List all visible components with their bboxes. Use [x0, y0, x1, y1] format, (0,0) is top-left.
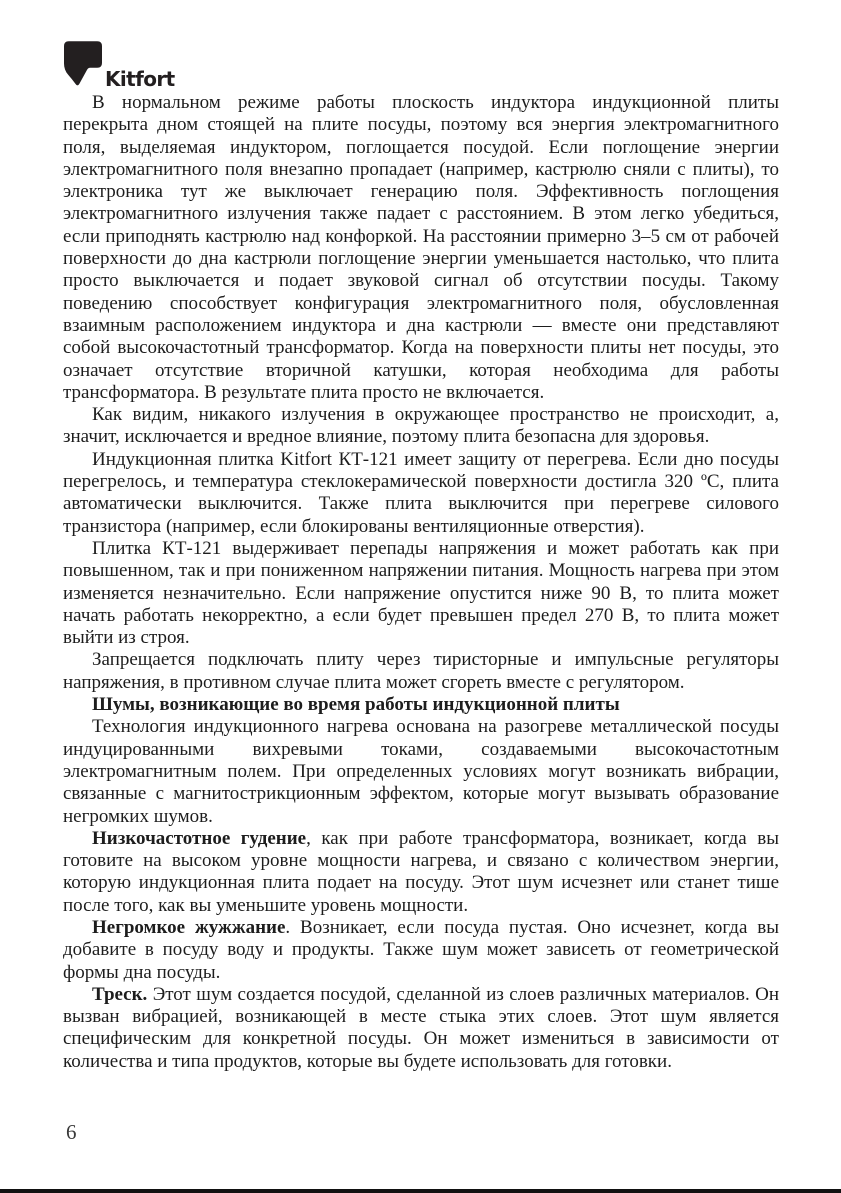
paragraph-regulator-warning: Запрещается подключать плиту через тиристорные и импульсные регуляторы напряжения, в противном случае плита может сгореть вместе с регулятором.	[63, 649, 779, 693]
paragraph-low-frequency-hum	[63, 828, 779, 917]
paragraph-normal-mode: В нормальном режиме работы плоскость индуктора индукционной плиты перекрыта дном стоящей на плите посуды, поэтому вся энергия электромагнитного поля, выделяемая индуктором, поглощается посудой. Если поглощение энергии электромагнитного поля внезапно пропадает (например, кастрюлю сняли с плиты), то электроника тут же выключает генерацию поля. Эффективность поглощения электромагнитного излучения также падает с расстоянием. В этом легко убедиться, если приподнять кастрюлю над конфоркой. На расстоянии примерно 3–5 см от рабочей поверхности до дна кастрюли поглощение энергии уменьшается настолько, что плита просто выключается и подает звуковой сигнал об отсутствии посуды. Такому поведению способствует конфигурация электромагнитного поля, обусловленная взаимным расположением индуктора и дна кастрюли — вместе они представляют собой высокочастотный трансформатор. Когда на поверхности плиты нет посуды, это означает отсутствие вторичной катушки, которая необходима для работы трансформатора. В результате плита просто не включается.	[63, 92, 779, 403]
brand-name: Kitfort	[105, 67, 175, 91]
paragraph-quiet-buzz	[63, 917, 779, 984]
kitfort-logo-icon	[64, 40, 102, 88]
brand-logo	[64, 40, 175, 91]
manual-body-text	[63, 92, 779, 1073]
noise-description: , как при работе трансформатора, возникает, когда вы готовите на высоком уровне мощности нагрева, и связано с количеством энергии, которую индукционная плита подает на посуду. Этот шум исчезнет или станет тише после того, как вы уменьшите уровень мощности.	[63, 827, 779, 916]
paragraph-no-radiation: Как видим, никакого излучения в окружающее пространство не происходит, а, значит, исключается и вредное влияние, поэтому плита безопасна для здоровья.	[63, 404, 779, 448]
paragraph-overheat-protection: Индукционная плитка Kitfort КТ-121 имеет защиту от перегрева. Если дно посуды перегрелось, и температура стеклокерамической поверхности достигла 320 ºС, плита автоматически выключится. Также плита выключится при перегреве силового транзистора (например, если блокированы вентиляционные отверстия).	[63, 448, 779, 537]
noise-term-crackle: Треск.	[92, 983, 148, 1005]
noise-term-low-frequency-hum: Низкочастотное гудение	[92, 827, 307, 849]
noise-term-quiet-buzz: Негромкое жужжание	[92, 916, 286, 938]
section-heading-noises: Шумы, возникающие во время работы индукционной плиты	[92, 694, 620, 716]
noise-description: . Возникает, если посуда пустая. Оно исчезнет, когда вы добавите в посуду воду и продукты. Также шум может зависеть от геометрической формы дна посуды.	[63, 916, 780, 983]
paragraph-noise-intro: Технология индукционного нагрева основана на разогреве металлической посуды индуцированными вихревыми токами, создаваемыми высокочастотным электромагнитным полем. При определенных условиях могут возникать вибрации, связанные с магнитострикционным эффектом, которые могут вызывать образование негромких шумов.	[63, 716, 779, 827]
page-number: 6	[66, 1120, 77, 1144]
page-bottom-edge	[0, 1189, 841, 1193]
noise-description: Этот шум создается посудой, сделанной из слоев различных материалов. Он вызван вибрацией, возникающей в месте стыка этих слоев. Этот шум является специфическим для конкретной посуды. Он может измениться в зависимости от количества и типа продуктов, которые вы будете использовать для готовки.	[63, 983, 779, 1072]
paragraph-voltage-range: Плитка КТ-121 выдерживает перепады напряжения и может работать как при повышенном, так и при пониженном напряжении питания. Мощность нагрева при этом изменяется незначительно. Если напряжение опустится ниже 90 В, то плита может начать работать некорректно, а если будет превышен предел 270 В, то плита может выйти из строя.	[63, 537, 779, 649]
paragraph-crackle	[63, 984, 779, 1073]
